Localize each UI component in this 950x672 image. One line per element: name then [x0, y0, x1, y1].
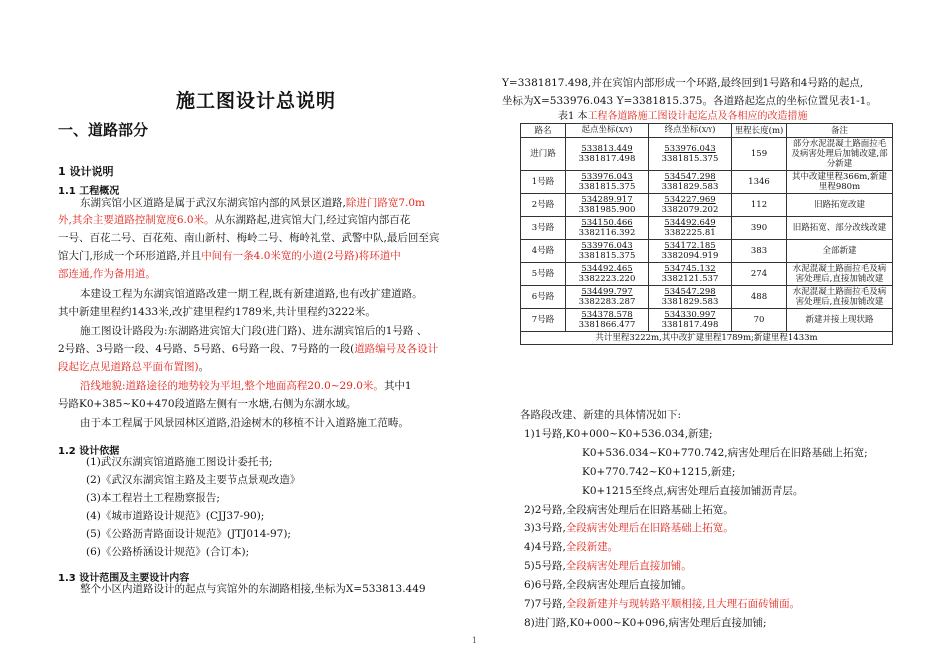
table-header-row	[521, 124, 893, 138]
col-header: 终点坐标(X/Y)	[649, 124, 732, 138]
basis-item: (5)《公路沥青路面设计规范》(JTJ014-97);	[86, 528, 291, 540]
road-name: 进门路	[521, 138, 566, 171]
start-x: 534499.797	[581, 287, 633, 297]
detail-item: 4)4号路,全段新建。	[524, 541, 619, 553]
col-header: 路名	[521, 124, 566, 138]
start-y: 3381815.375	[578, 182, 636, 192]
end-y: 3382225.81	[664, 228, 716, 238]
overview-line: 外,其余主要道路控制宽度6.0米。从东湖路起,进宾馆大门,经过宾馆内部百花	[58, 214, 411, 226]
col-header: 起点坐标(X/Y)	[566, 124, 649, 138]
start-coordinate	[566, 217, 649, 240]
start-x: 534150.466	[581, 218, 633, 228]
heading-overview: 1.1 工程概况	[58, 186, 120, 197]
end-x: 534547.298	[664, 287, 716, 297]
detail-item: K0+536.034~K0+770.742,病害处理后在旧路基础上拓宽;	[582, 447, 868, 459]
overview-line: 一号、百花二号、百花苑、南山新村、梅岭二号、梅岭礼堂、武警中队,最后回至宾	[58, 232, 440, 244]
road-note: 全部新建	[787, 240, 893, 263]
trees-paragraph: 由于本工程属于风景园林区道路,沿途树木的移植不计入道路施工范畴。	[80, 417, 409, 429]
end-coordinate	[649, 194, 732, 217]
road-length: 390	[732, 217, 787, 240]
road-note: 水泥混凝土路面拉毛及病害处理后,直接加铺改建	[787, 286, 893, 309]
start-x: 534492.465	[581, 264, 633, 274]
table-row	[521, 138, 893, 171]
end-coordinate	[649, 286, 732, 309]
end-y: 3381817.498	[661, 320, 719, 330]
end-x: 534492.649	[664, 218, 716, 228]
table-caption: 表1 本工程各道路施工图设计起迄点及各相应的改造措施	[558, 111, 808, 122]
scope-line: 整个小区内道路设计的起点与宾馆外的东湖路相接,坐标为X=533813.449	[80, 583, 426, 595]
start-coordinate	[566, 194, 649, 217]
road-name: 5号路	[521, 263, 566, 286]
end-coordinate	[649, 138, 732, 171]
end-x: 534227.969	[664, 195, 716, 205]
road-length: 488	[732, 286, 787, 309]
section-heading-road: 一、道路部分	[58, 121, 149, 139]
road-name: 3号路	[521, 217, 566, 240]
road-length: 274	[732, 263, 787, 286]
end-x: 534330.997	[664, 310, 716, 320]
road-length: 159	[732, 138, 787, 171]
table-row	[521, 217, 893, 240]
overview-paragraph: 其中新建里程约1433米,改扩建里程约1789米,共计里程约3222米。	[58, 306, 376, 318]
start-coordinate	[566, 171, 649, 194]
road-name: 6号路	[521, 286, 566, 309]
col-header: 里程长度(m)	[732, 124, 787, 138]
detail-item: 1)1号路,K0+000~K0+536.034,新建;	[524, 428, 713, 440]
basis-item: (2)《武汉东湖宾馆主路及主要节点景观改造》	[86, 474, 301, 486]
overview-paragraph: 施工图设计路段为:东湖路进宾馆大门段(进门路)、进东湖宾馆后的1号路 、	[80, 325, 428, 337]
road-length: 1346	[732, 171, 787, 194]
heading-basis: 1.2 设计依据	[58, 446, 120, 457]
table-total-row	[521, 332, 893, 345]
road-name: 4号路	[521, 240, 566, 263]
detail-item: K0+770.742~K0+1215,新建;	[582, 466, 736, 478]
end-x: 534172.185	[664, 241, 716, 251]
start-y: 3382283.287	[578, 297, 636, 307]
table-row	[521, 240, 893, 263]
heading-scope: 1.3 设计范围及主要设计内容	[58, 573, 190, 584]
start-coordinate	[566, 240, 649, 263]
end-coordinate	[649, 171, 732, 194]
detail-item: K0+1215至终点,病害处理后直接加铺沥青层。	[582, 485, 804, 497]
road-name: 7号路	[521, 309, 566, 332]
overview-line: 馆大门,形成一个环形道路,并且中间有一条4.0米宽的小道(2号路)将环道中	[58, 250, 401, 262]
start-y: 3381817.498	[578, 154, 636, 164]
start-x: 533976.043	[581, 241, 633, 251]
overview-paragraph: 本建设工程为东湖宾馆道路改建一期工程,既有新建道路,也有改扩建道路。	[80, 288, 423, 300]
end-y: 3381829.583	[661, 297, 719, 307]
start-y: 3382116.392	[578, 228, 636, 238]
table-total: 共计里程3222m,其中改扩建里程1789m;新建里程1433m	[521, 332, 893, 345]
road-note: 旧路拓宽改建	[787, 194, 893, 217]
overview-line: 东湖宾馆小区道路是属于武汉东湖宾馆内部的风景区道路,除进门路宽7.0m	[80, 197, 425, 209]
terrain-paragraph: 号路K0+385~K0+470段道路左侧有一水塘,右侧为东湖水域。	[58, 398, 357, 410]
road-name: 2号路	[521, 194, 566, 217]
terrain-paragraph: 沿线地貌:道路途径的地势较为平坦,整个地面高程20.0~29.0米。其中1	[80, 380, 412, 392]
detail-item: 7)7号路,全段新建并与现转路平顺相接,且大理石面砖铺面。	[524, 598, 801, 610]
detail-item: 8)进门路,K0+000~K0+096,病害处理后直接加铺;	[524, 617, 767, 629]
start-coordinate	[566, 138, 649, 171]
table-row	[521, 194, 893, 217]
col-header: 备注	[787, 124, 893, 138]
start-y: 3381985.900	[578, 205, 636, 215]
start-y: 3381866.477	[578, 320, 636, 330]
end-y: 3382121.537	[661, 274, 719, 284]
detail-item: 3)3号路,全段病害处理后在旧路基础上拓宽。	[524, 522, 734, 534]
page-number: 1	[472, 636, 478, 645]
details-intro: 各路段改建、新建的具体情况如下:	[520, 409, 682, 421]
start-coordinate	[566, 309, 649, 332]
start-coordinate	[566, 263, 649, 286]
end-coordinate	[649, 309, 732, 332]
end-y: 3381815.375	[661, 154, 719, 164]
end-y: 3382094.919	[661, 251, 719, 261]
scope-line: Y=3381817.498,并在宾馆内部形成一个环路,最终回到1号路和4号路的起点,	[502, 77, 864, 89]
basis-item: (3)本工程岩土工程勘察报告;	[86, 492, 220, 504]
end-y: 3381829.583	[661, 182, 719, 192]
road-note: 其中改建里程366m,新建里程980m	[787, 171, 893, 194]
road-length: 112	[732, 194, 787, 217]
table-row	[521, 309, 893, 332]
heading-design-notes: 1 设计说明	[58, 165, 114, 178]
road-note: 水泥混凝土路面拉毛及病害处理后,直接加铺改建	[787, 263, 893, 286]
end-coordinate	[649, 240, 732, 263]
start-y: 3381815.375	[578, 251, 636, 261]
end-y: 3382079.202	[661, 205, 719, 215]
scope-line: 坐标为X=533976.043 Y=3381815.375。各道路起迄点的坐标位置见表1-1。	[502, 95, 877, 107]
basis-item: (6)《公路桥涵设计规范》(合订本);	[86, 546, 250, 558]
start-coordinate	[566, 286, 649, 309]
road-length: 383	[732, 240, 787, 263]
road-note: 旧路拓宽、部分改线改建	[787, 217, 893, 240]
road-coordinates-table	[520, 123, 893, 345]
table-row	[521, 263, 893, 286]
road-name: 1号路	[521, 171, 566, 194]
start-x: 533813.449	[581, 144, 633, 154]
end-coordinate	[649, 217, 732, 240]
road-length: 70	[732, 309, 787, 332]
page-title: 施工图设计总说明	[176, 90, 337, 112]
end-x: 534547.298	[664, 172, 716, 182]
overview-paragraph: 段起讫点见道路总平面布置图)。	[58, 361, 210, 373]
start-x: 533976.043	[581, 172, 633, 182]
end-coordinate	[649, 263, 732, 286]
table-row	[521, 286, 893, 309]
road-note: 新建并接上现状路	[787, 309, 893, 332]
road-note: 部分水泥混凝土路面拉毛及病害处理后加铺改建,部分新建	[787, 138, 893, 171]
detail-item: 2)2号路,全段病害处理后在旧路基础上拓宽。	[524, 504, 734, 516]
table-row	[521, 171, 893, 194]
overview-paragraph: 2号路、3号路一段、4号路、5号路、6号路一段、7号路的一段(道路编号及各设计	[58, 343, 439, 355]
end-x: 534745.132	[664, 264, 716, 274]
end-x: 533976.043	[664, 144, 716, 154]
overview-line: 部连通,作为备用道。	[58, 268, 156, 280]
basis-item: (1)武汉东湖宾馆道路施工图设计委托书;	[86, 456, 273, 468]
basis-item: (4)《城市道路设计规范》(CJJ37-90);	[86, 510, 265, 522]
start-x: 534378.578	[581, 310, 633, 320]
detail-item: 5)5号路,全段病害处理后直接加铺。	[524, 560, 692, 572]
start-x: 534289.917	[581, 195, 633, 205]
detail-item: 6)6号路,全段病害处理后直接加铺。	[524, 579, 692, 591]
start-y: 3382223.220	[578, 274, 636, 284]
